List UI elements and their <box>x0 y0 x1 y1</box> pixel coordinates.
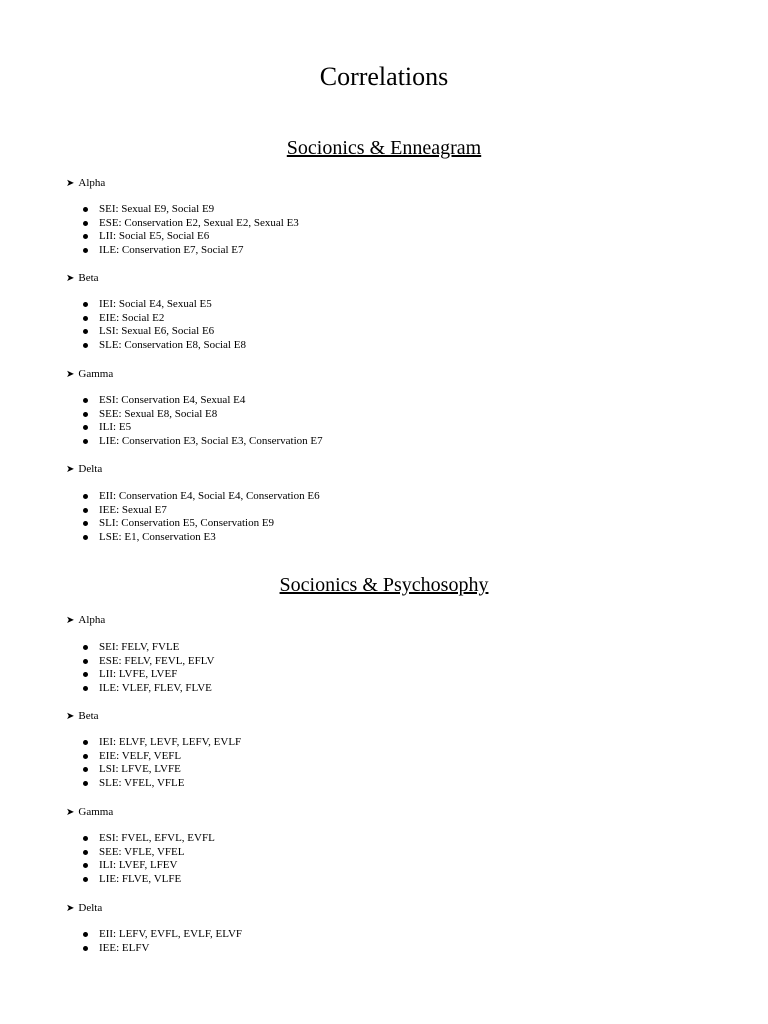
bullet-icon <box>83 932 88 937</box>
list-item: LII: Social E5, Social E6 <box>83 230 299 244</box>
bullet-icon <box>83 398 88 403</box>
bullet-icon <box>83 946 88 951</box>
arrow-bullet-icon: ➤ <box>66 903 75 914</box>
group-heading-alpha: ➤ Alpha <box>66 614 106 626</box>
section-heading-enneagram: Socionics & Enneagram <box>286 137 482 159</box>
list-item: ESE: FELV, FEVL, EFLV <box>83 655 214 669</box>
bullet-icon <box>83 316 88 321</box>
list-item: SLE: Conservation E8, Social E8 <box>83 339 246 353</box>
arrow-bullet-icon: ➤ <box>66 615 75 626</box>
arrow-bullet-icon: ➤ <box>66 273 75 284</box>
bullet-icon <box>83 740 88 745</box>
bullet-icon <box>83 302 88 307</box>
bullet-icon <box>83 850 88 855</box>
bullet-icon <box>83 781 88 786</box>
item-list <box>83 298 246 352</box>
list-item: EIE: VELF, VEFL <box>83 750 241 764</box>
bullet-icon <box>83 248 88 253</box>
list-item: EII: LEFV, EVFL, EVLF, ELVF <box>83 928 242 942</box>
bullet-icon <box>83 329 88 334</box>
group-heading-beta: ➤ Beta <box>66 710 99 722</box>
list-item: SEI: FELV, FVLE <box>83 641 214 655</box>
bullet-icon <box>83 412 88 417</box>
list-item: EIE: Social E2 <box>83 312 246 326</box>
arrow-bullet-icon: ➤ <box>66 711 75 722</box>
list-item: SEE: Sexual E8, Social E8 <box>83 408 323 422</box>
arrow-bullet-icon: ➤ <box>66 369 75 380</box>
bullet-icon <box>83 508 88 513</box>
item-list <box>83 641 214 695</box>
list-item: IEE: ELFV <box>83 942 242 956</box>
list-item: ILE: Conservation E7, Social E7 <box>83 244 299 258</box>
item-list <box>83 928 242 955</box>
bullet-icon <box>83 754 88 759</box>
bullet-icon <box>83 425 88 430</box>
list-item: IEI: Social E4, Sexual E5 <box>83 298 246 312</box>
group-heading-delta: ➤ Delta <box>66 463 103 475</box>
bullet-icon <box>83 207 88 212</box>
section-heading-psychosophy: Socionics & Psychosophy <box>279 574 489 596</box>
list-item: ESI: FVEL, EFVL, EVFL <box>83 832 215 846</box>
group-heading-beta: ➤ Beta <box>66 272 99 284</box>
bullet-icon <box>83 221 88 226</box>
list-item: EII: Conservation E4, Social E4, Conservation E6 <box>83 490 320 504</box>
group-heading-gamma: ➤ Gamma <box>66 806 114 818</box>
bullet-icon <box>83 234 88 239</box>
list-item: LSI: LFVE, LVFE <box>83 763 241 777</box>
list-item: ESI: Conservation E4, Sexual E4 <box>83 394 323 408</box>
list-item: IEI: ELVF, LEVF, LEFV, EVLF <box>83 736 241 750</box>
bullet-icon <box>83 645 88 650</box>
arrow-bullet-icon: ➤ <box>66 464 75 475</box>
bullet-icon <box>83 767 88 772</box>
list-item: LSE: E1, Conservation E3 <box>83 531 320 545</box>
bullet-icon <box>83 659 88 664</box>
bullet-icon <box>83 863 88 868</box>
list-item: SEI: Sexual E9, Social E9 <box>83 203 299 217</box>
document-title: Correlations <box>319 62 449 91</box>
bullet-icon <box>83 836 88 841</box>
arrow-bullet-icon: ➤ <box>66 807 75 818</box>
bullet-icon <box>83 535 88 540</box>
list-item: LIE: Conservation E3, Social E3, Conservation E7 <box>83 435 323 449</box>
bullet-icon <box>83 494 88 499</box>
list-item: ILI: E5 <box>83 421 323 435</box>
bullet-icon <box>83 439 88 444</box>
item-list <box>83 736 241 790</box>
item-list <box>83 394 323 448</box>
list-item: ESE: Conservation E2, Sexual E2, Sexual E3 <box>83 217 299 231</box>
list-item: SLE: VFEL, VFLE <box>83 777 241 791</box>
group-heading-alpha: ➤ Alpha <box>66 177 106 189</box>
list-item: IEE: Sexual E7 <box>83 504 320 518</box>
bullet-icon <box>83 686 88 691</box>
bullet-icon <box>83 343 88 348</box>
list-item: ILE: VLEF, FLEV, FLVE <box>83 682 214 696</box>
list-item: SEE: VFLE, VFEL <box>83 846 215 860</box>
item-list <box>83 203 299 257</box>
group-heading-delta: ➤ Delta <box>66 902 103 914</box>
item-list <box>83 490 320 544</box>
list-item: LII: LVFE, LVEF <box>83 668 214 682</box>
list-item: LSI: Sexual E6, Social E6 <box>83 325 246 339</box>
bullet-icon <box>83 672 88 677</box>
group-heading-gamma: ➤ Gamma <box>66 368 114 380</box>
list-item: SLI: Conservation E5, Conservation E9 <box>83 517 320 531</box>
arrow-bullet-icon: ➤ <box>66 178 75 189</box>
bullet-icon <box>83 521 88 526</box>
bullet-icon <box>83 877 88 882</box>
item-list <box>83 832 215 886</box>
list-item: LIE: FLVE, VLFE <box>83 873 215 887</box>
list-item: ILI: LVEF, LFEV <box>83 859 215 873</box>
